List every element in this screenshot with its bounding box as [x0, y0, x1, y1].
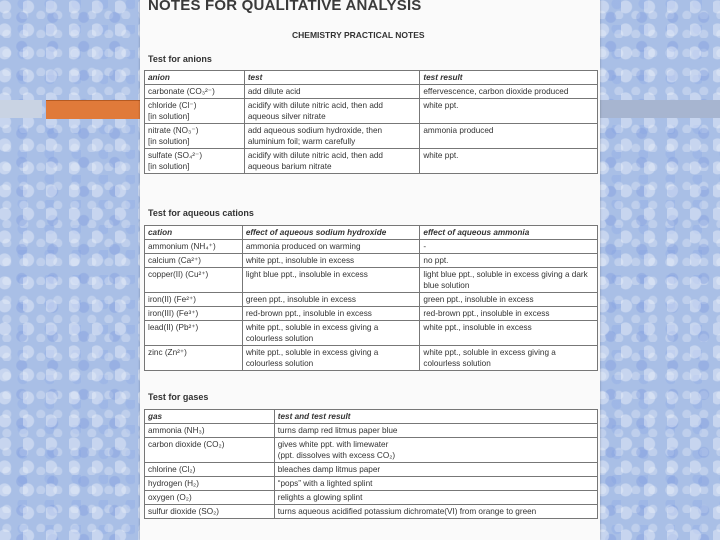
cations-heading: Test for aqueous cations	[148, 208, 254, 218]
table-cell: white ppt.	[420, 149, 598, 174]
table-cell: ammonium (NH₄⁺)	[145, 240, 243, 254]
table-row	[145, 268, 598, 293]
table-cell: carbon dioxide (CO₂)	[145, 438, 275, 463]
gases-body	[145, 424, 598, 519]
table-row	[145, 99, 598, 124]
table-cell: ammonia produced	[420, 124, 598, 149]
anions-header-cell: anion	[145, 71, 245, 85]
table-cell: “pops” with a lighted splint	[274, 477, 597, 491]
table-cell: chlorine (Cl₂)	[145, 463, 275, 477]
table-cell: iron(III) (Fe³⁺)	[145, 307, 243, 321]
gases-header-cell: gas	[145, 410, 275, 424]
table-row	[145, 463, 598, 477]
slide-bar-right	[598, 100, 720, 118]
table-row	[145, 477, 598, 491]
table-cell: red-brown ppt., insoluble in excess	[420, 307, 598, 321]
table-row	[145, 438, 598, 463]
table-row	[145, 124, 598, 149]
table-cell: add aqueous sodium hydroxide, then aluminium foil; warm carefully	[244, 124, 420, 149]
table-cell: calcium (Ca²⁺)	[145, 254, 243, 268]
gases-table	[144, 409, 598, 519]
table-cell: relights a glowing splint	[274, 491, 597, 505]
table-cell: acidify with dilute nitric acid, then add aqueous silver nitrate	[244, 99, 420, 124]
table-cell: zinc (Zn²⁺)	[145, 346, 243, 371]
cations-header-row	[145, 226, 598, 240]
table-cell: add dilute acid	[244, 85, 420, 99]
table-cell: iron(II) (Fe²⁺)	[145, 293, 243, 307]
cations-table	[144, 225, 598, 371]
table-cell: -	[420, 240, 598, 254]
table-cell: hydrogen (H₂)	[145, 477, 275, 491]
table-row	[145, 307, 598, 321]
slide-bar-left	[0, 100, 42, 118]
table-row	[145, 505, 598, 519]
table-cell: chloride (Cl⁻) [in solution]	[145, 99, 245, 124]
table-row	[145, 149, 598, 174]
table-row	[145, 346, 598, 371]
table-cell: green ppt., insoluble in excess	[242, 293, 420, 307]
table-cell: gives white ppt. with limewater (ppt. dissolves with excess CO₂)	[274, 438, 597, 463]
table-cell: white ppt., soluble in excess giving a colourless solution	[242, 346, 420, 371]
table-row	[145, 293, 598, 307]
table-row	[145, 254, 598, 268]
notes-page	[140, 0, 600, 540]
gases-header-cell: test and test result	[274, 410, 597, 424]
table-cell: sulfur dioxide (SO₂)	[145, 505, 275, 519]
anions-header-cell: test result	[420, 71, 598, 85]
table-cell: effervescence, carbon dioxide produced	[420, 85, 598, 99]
gases-heading: Test for gases	[148, 392, 209, 402]
table-cell: red-brown ppt., insoluble in excess	[242, 307, 420, 321]
page-subtitle: CHEMISTRY PRACTICAL NOTES	[292, 30, 425, 40]
table-cell: white ppt., insoluble in excess	[242, 254, 420, 268]
gases-header-row	[145, 410, 598, 424]
table-row	[145, 240, 598, 254]
table-cell: white ppt., soluble in excess giving a colourless solution	[242, 321, 420, 346]
table-cell: lead(II) (Pb²⁺)	[145, 321, 243, 346]
table-cell: nitrate (NO₃⁻) [in solution]	[145, 124, 245, 149]
table-cell: no ppt.	[420, 254, 598, 268]
anions-heading: Test for anions	[148, 54, 212, 64]
anions-table	[144, 70, 598, 174]
table-cell: light blue ppt., insoluble in excess	[242, 268, 420, 293]
table-cell: turns damp red litmus paper blue	[274, 424, 597, 438]
table-cell: acidify with dilute nitric acid, then add aqueous barium nitrate	[244, 149, 420, 174]
cations-header-cell: effect of aqueous sodium hydroxide	[242, 226, 420, 240]
cations-header-cell: effect of aqueous ammonia	[420, 226, 598, 240]
table-row	[145, 424, 598, 438]
table-cell: white ppt.	[420, 99, 598, 124]
table-cell: ammonia produced on warming	[242, 240, 420, 254]
table-cell: light blue ppt., soluble in excess giving a dark blue solution	[420, 268, 598, 293]
table-cell: sulfate (SO₄²⁻) [in solution]	[145, 149, 245, 174]
table-cell: oxygen (O₂)	[145, 491, 275, 505]
table-row	[145, 321, 598, 346]
table-cell: copper(II) (Cu²⁺)	[145, 268, 243, 293]
table-cell: white ppt., soluble in excess giving a colourless solution	[420, 346, 598, 371]
table-cell: bleaches damp litmus paper	[274, 463, 597, 477]
anions-header-cell: test	[244, 71, 420, 85]
table-cell: turns aqueous acidified potassium dichromate(VI) from orange to green	[274, 505, 597, 519]
anions-header-row	[145, 71, 598, 85]
table-row	[145, 85, 598, 99]
page-title: NOTES FOR QUALITATIVE ANALYSIS	[148, 0, 422, 14]
table-cell: carbonate (CO₃²⁻)	[145, 85, 245, 99]
anions-body	[145, 85, 598, 174]
table-cell: ammonia (NH₃)	[145, 424, 275, 438]
table-row	[145, 491, 598, 505]
cations-header-cell: cation	[145, 226, 243, 240]
table-cell: white ppt., insoluble in excess	[420, 321, 598, 346]
table-cell: green ppt., insoluble in excess	[420, 293, 598, 307]
cations-body	[145, 240, 598, 371]
